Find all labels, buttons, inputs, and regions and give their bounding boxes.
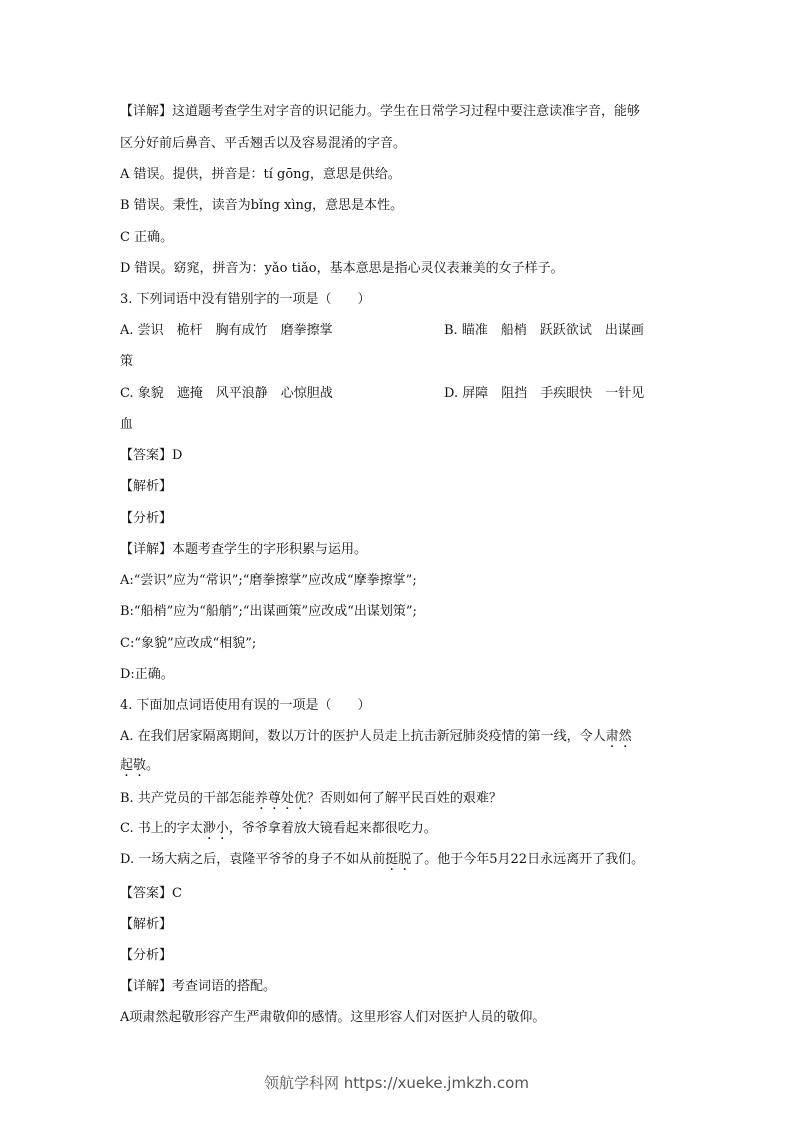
question-3-detail: 【详解】本题考查学生的字形积累与运用。 (120, 542, 368, 557)
dotted-char: 敬 (133, 758, 147, 773)
explanation-option-c: C 正确。 (120, 230, 174, 245)
option-a-end: 。 (146, 758, 160, 773)
question-3-stem: 3. 下列词语中没有错别字的一项是（ ） (120, 292, 371, 307)
question-3-option-c: C. 象貌 遮掩 风平浪静 心惊胆战 (120, 386, 333, 401)
dotted-char: 起 (120, 758, 134, 773)
dotted-char: 挺 (385, 852, 399, 867)
dotted-char: 处 (280, 791, 294, 806)
question-4-option-c (120, 821, 690, 837)
question-4-analysis: 【解析】 (120, 917, 173, 932)
explanation-line-2: 区分好前后鼻音、平舌翘舌以及容易混淆的字音。 (120, 136, 407, 151)
dotted-char: 肃 (605, 729, 619, 744)
question-3-reason-c: C:“象貌”应改成“相貌”; (120, 636, 257, 651)
dotted-char: 养 (254, 791, 268, 806)
option-b-pre: B. 共产党员的干部怎能 (120, 791, 255, 806)
question-4-option-a-line-1 (120, 729, 690, 745)
question-3-option-b: B. 瞄准 船梢 跃跃欲试 出谋画 (444, 323, 644, 338)
question-4-option-b (120, 791, 690, 807)
question-3-reason-b: B:“船梢”应为“船艄”;“出谋画策”应改成“出谋划策”; (120, 604, 417, 619)
question-4-detail: 【详解】考查词语的搭配。 (120, 979, 277, 994)
dotted-char: 脱 (398, 852, 412, 867)
explanation-option-a: A 错误。提供，拼音是：tí gōng，意思是供给。 (120, 167, 401, 182)
option-d-post: 了。他于今年5月22日永远离开了我们。 (411, 852, 645, 867)
option-d-pre: D. 一场大病之后，袁隆平爷爷的身子不如从前 (120, 852, 386, 867)
dotted-char: 小 (215, 821, 229, 836)
question-3-analysis: 【解析】 (120, 479, 173, 494)
option-c-pre: C. 书上的字太 (120, 821, 203, 836)
question-4-stem: 4. 下面加点词语使用有误的一项是（ ） (120, 698, 371, 713)
dotted-char: 然 (618, 729, 632, 744)
dotted-char: 优 (293, 791, 307, 806)
question-3-reason-a: A:“尝识”应为“常识”;“磨拳擦掌”应改成“摩拳擦掌”; (120, 573, 417, 588)
question-4-option-d (120, 852, 690, 868)
question-4-reason-a: A项肃然起敬形容产生严肃敬仰的感情。这里形容人们对医护人员的敬仰。 (120, 1010, 546, 1025)
explanation-line-1: 【详解】这道题考查学生对字音的识记能力。学生在日常学习过程中要注意读准字音，能够 (120, 104, 641, 119)
explanation-option-d: D 错误。窈窕，拼音为：yǎo tiǎo，基本意思是指心灵仪表兼美的女子样子。 (120, 261, 564, 276)
question-3-fenxi: 【分析】 (120, 511, 173, 526)
question-3-reason-d: D:正确。 (120, 667, 174, 682)
question-3-option-b-cont: 策 (120, 354, 134, 369)
question-4-fenxi: 【分析】 (120, 948, 173, 963)
question-4-answer: 【答案】C (120, 886, 182, 901)
footer-watermark: 领航学科网 https://xueke.jmkzh.com (264, 1074, 529, 1092)
question-3-answer: 【答案】D (120, 448, 183, 463)
question-3-option-d-cont: 血 (120, 417, 134, 432)
dotted-char: 渺 (202, 821, 216, 836)
option-c-post: ，爷爷拿着放大镜看起来都很吃力。 (228, 821, 437, 836)
explanation-option-b: B 错误。秉性，读音为bǐng xìng，意思是本性。 (120, 198, 404, 213)
question-3-option-a: A. 尝识 桅杆 胸有成竹 磨拳擦掌 (120, 323, 333, 338)
question-4-option-a-line-2 (120, 758, 690, 774)
option-b-post: ？否则如何了解平民百姓的艰难？ (306, 791, 502, 806)
question-3-option-d: D. 屏障 阻挡 手疾眼快 一针见 (444, 386, 645, 401)
option-a-text: A. 在我们居家隔离期间，数以万计的医护人员走上抗击新冠肺炎疫情的第一线，令人 (120, 729, 606, 744)
dotted-char: 尊 (267, 791, 281, 806)
